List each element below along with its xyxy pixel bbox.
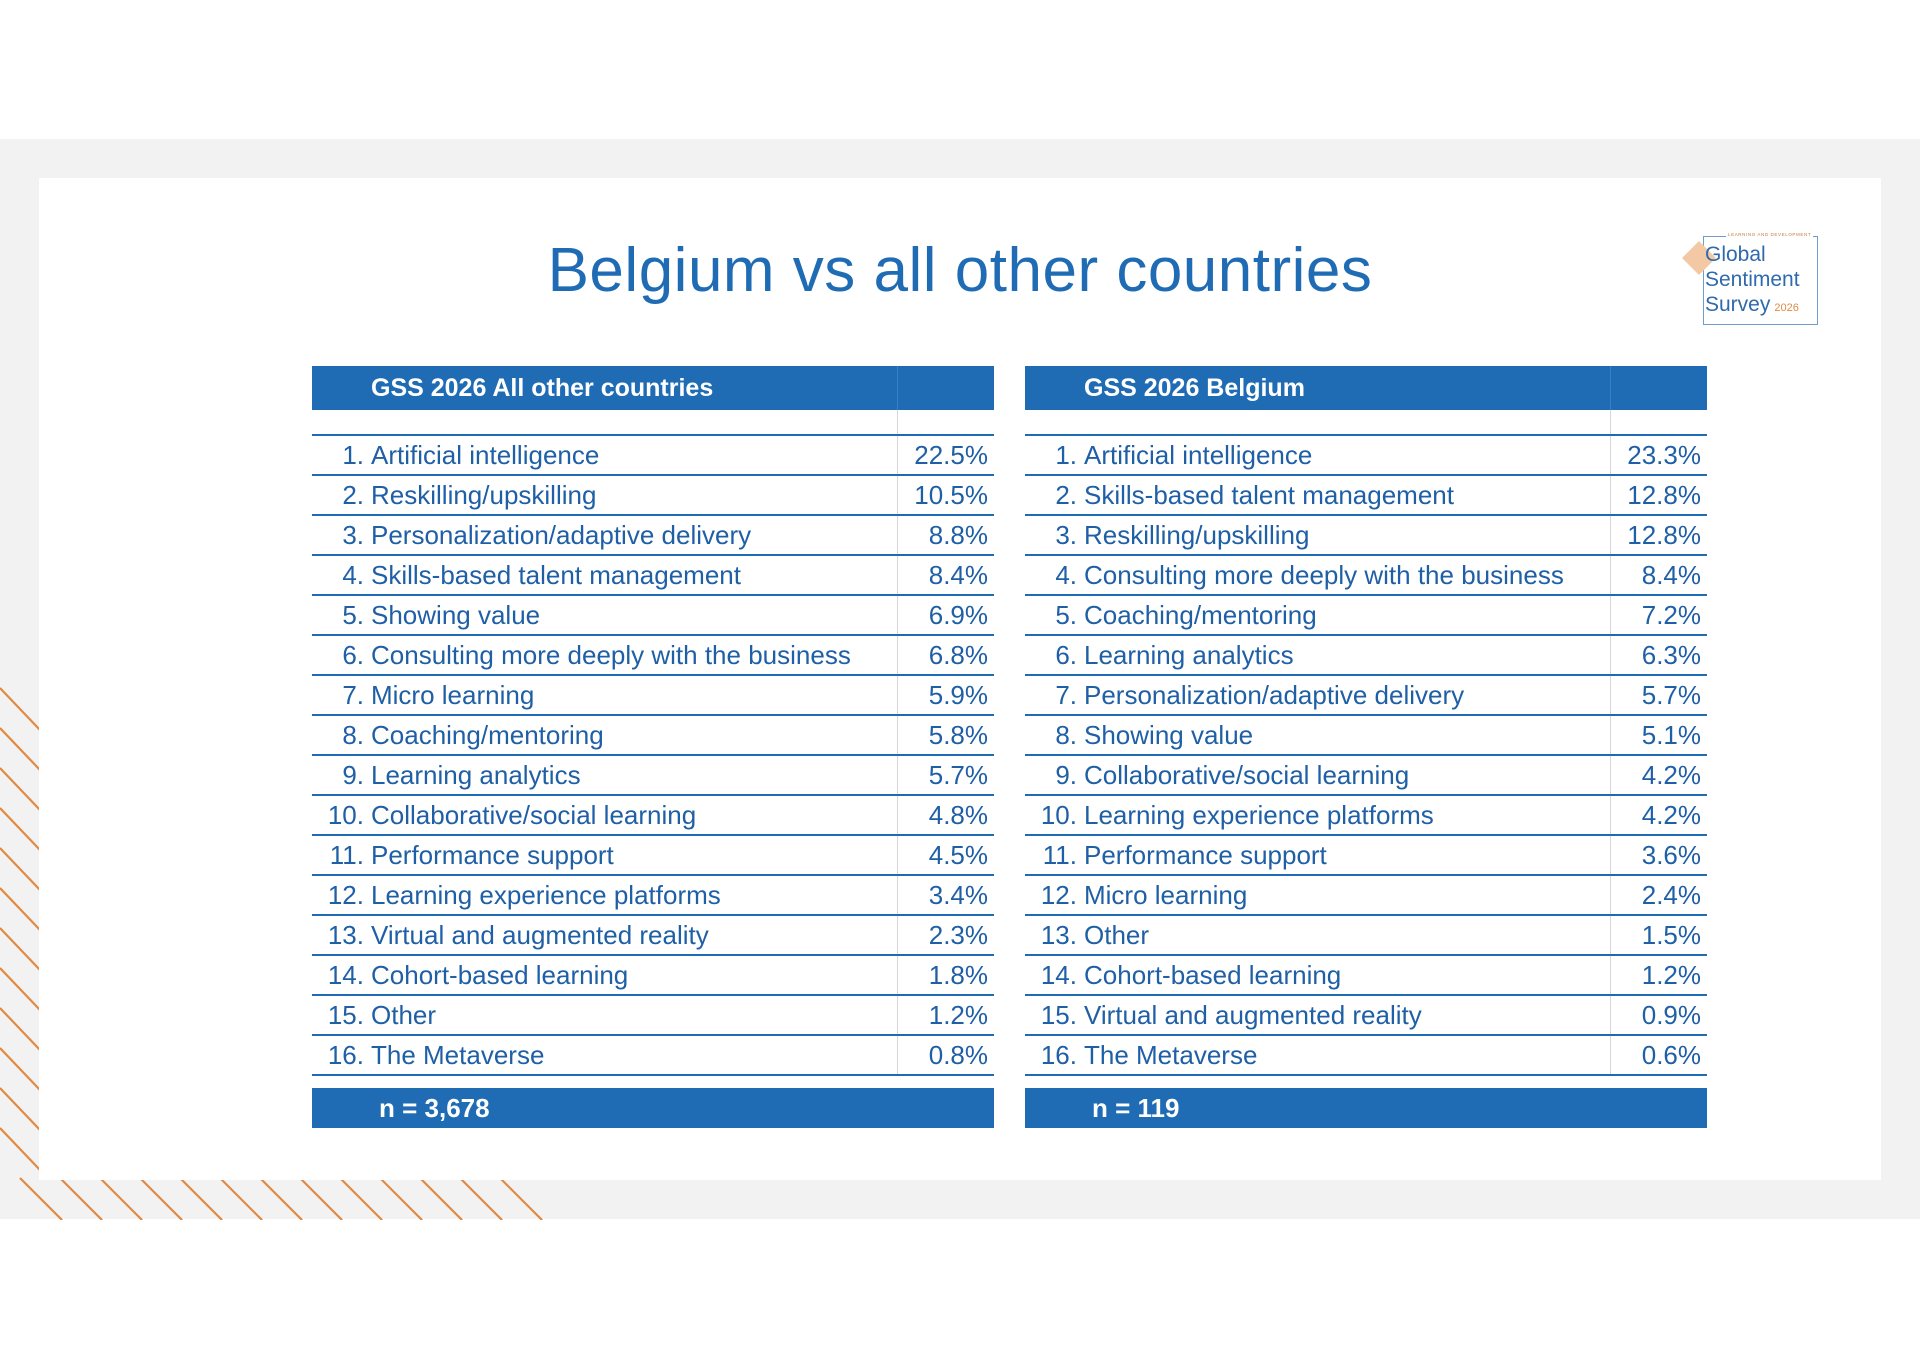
table-row: [312, 876, 994, 916]
table-row: [1025, 1036, 1707, 1076]
row-rank: 5.: [342, 600, 364, 630]
hatch-line: [220, 1178, 262, 1220]
hatch-line: [460, 1178, 502, 1220]
hatch-line: [0, 848, 40, 890]
row-rank: 10.: [327, 800, 364, 830]
row-rank: 1.: [1055, 440, 1077, 470]
row-rank: 13.: [1040, 920, 1077, 950]
column-divider: [1610, 716, 1611, 754]
row-label: Showing value: [1084, 720, 1254, 750]
page-title: Belgium vs all other countries: [547, 236, 1373, 305]
row-percent: 22.5%: [914, 440, 988, 470]
row-label: Micro learning: [371, 680, 535, 710]
row-percent: 7.2%: [1641, 600, 1701, 630]
row-label: Collaborative/social learning: [1084, 760, 1410, 790]
table-row: [1025, 556, 1707, 596]
column-divider: [897, 716, 898, 754]
row-percent: 6.9%: [928, 600, 988, 630]
row-label: Personalization/adaptive delivery: [371, 520, 752, 550]
row-rank: 3.: [342, 520, 364, 550]
table-row: [1025, 476, 1707, 516]
hatch-line: [340, 1178, 382, 1220]
row-label: Learning experience platforms: [371, 880, 721, 910]
table-row: [312, 716, 994, 756]
table-header-label: GSS 2026 All other countries: [371, 374, 714, 402]
logo-word-sentiment: Sentiment: [1705, 268, 1800, 291]
table-row: [312, 796, 994, 836]
row-rank: 4.: [1055, 560, 1077, 590]
hatch-line: [0, 768, 40, 810]
row-rank: 14.: [1040, 960, 1077, 990]
table-header: [1025, 366, 1707, 410]
table-footer-sample-size: n = 119: [1025, 1088, 1707, 1128]
row-label: Other: [371, 1000, 437, 1030]
table-row: [1025, 516, 1707, 556]
row-label: Consulting more deeply with the business: [371, 640, 851, 670]
table-row: [1025, 836, 1707, 876]
table-row: [1025, 676, 1707, 716]
table-row: [312, 476, 994, 516]
table-row: [312, 1036, 994, 1076]
hatch-line: [0, 1088, 40, 1130]
hatch-line: [180, 1178, 222, 1220]
column-divider: [1610, 366, 1611, 410]
row-percent: 5.8%: [928, 720, 988, 750]
hatch-line: [260, 1178, 302, 1220]
table-row: [312, 676, 994, 716]
row-percent: 0.8%: [928, 1040, 988, 1070]
column-divider: [1610, 996, 1611, 1034]
row-label: Skills-based talent management: [371, 560, 741, 590]
row-percent: 12.8%: [1627, 480, 1701, 510]
table-row: [1025, 596, 1707, 636]
column-divider: [897, 366, 898, 410]
row-label: Coaching/mentoring: [1084, 600, 1317, 630]
column-divider: [897, 996, 898, 1034]
row-label: Performance support: [1084, 840, 1327, 870]
table-row: [1025, 916, 1707, 956]
row-label: Reskilling/upskilling: [1084, 520, 1310, 550]
row-percent: 6.8%: [928, 640, 988, 670]
row-rank: 16.: [1040, 1040, 1077, 1070]
row-label: Personalization/adaptive delivery: [1084, 680, 1465, 710]
column-divider: [897, 516, 898, 554]
column-divider: [897, 836, 898, 874]
row-percent: 3.6%: [1641, 840, 1701, 870]
column-divider: [1610, 1036, 1611, 1074]
row-percent: 1.2%: [1641, 960, 1701, 990]
row-label: Learning analytics: [371, 760, 581, 790]
row-rank: 7.: [1055, 680, 1077, 710]
row-percent: 1.8%: [928, 960, 988, 990]
row-percent: 5.7%: [1641, 680, 1701, 710]
row-label: The Metaverse: [371, 1040, 545, 1070]
table-row: [312, 916, 994, 956]
row-label: Cohort-based learning: [371, 960, 629, 990]
table-row: [312, 436, 994, 476]
column-divider: [1610, 436, 1611, 474]
row-percent: 0.9%: [1641, 1000, 1701, 1030]
row-rank: 6.: [1055, 640, 1077, 670]
table-row: [312, 756, 994, 796]
row-label: Consulting more deeply with the business: [1084, 560, 1564, 590]
row-label: Other: [1084, 920, 1150, 950]
row-rank: 1.: [342, 440, 364, 470]
row-percent: 8.4%: [1641, 560, 1701, 590]
hatch-line: [0, 1008, 40, 1050]
row-percent: 4.2%: [1641, 760, 1701, 790]
row-percent: 8.4%: [928, 560, 988, 590]
row-percent: 4.2%: [1641, 800, 1701, 830]
table-row: [312, 516, 994, 556]
hatch-line: [100, 1178, 142, 1220]
table-row: [312, 996, 994, 1036]
row-rank: 10.: [1040, 800, 1077, 830]
row-rank: 15.: [1040, 1000, 1077, 1030]
row-percent: 5.9%: [928, 680, 988, 710]
column-divider: [897, 476, 898, 514]
column-divider: [897, 636, 898, 674]
hatch-line: [0, 928, 40, 970]
row-rank: 14.: [327, 960, 364, 990]
table-header: [312, 366, 994, 410]
hatch-line: [0, 968, 40, 1010]
row-label: The Metaverse: [1084, 1040, 1258, 1070]
hatch-line: [20, 1178, 62, 1220]
logo-word-survey: [1705, 294, 1799, 315]
column-divider: [897, 410, 898, 434]
row-rank: 13.: [327, 920, 364, 950]
row-rank: 9.: [1055, 760, 1077, 790]
row-label: Learning experience platforms: [1084, 800, 1434, 830]
row-label: Collaborative/social learning: [371, 800, 697, 830]
table-row: [1025, 436, 1707, 476]
table-footer-sample-size: n = 3,678: [312, 1088, 994, 1128]
row-rank: 12.: [1040, 880, 1077, 910]
column-divider: [1610, 676, 1611, 714]
logo-word-survey-text: Survey: [1705, 293, 1771, 316]
table-row: [312, 596, 994, 636]
hatch-line: [300, 1178, 342, 1220]
row-rank: 15.: [327, 1000, 364, 1030]
row-label: Skills-based talent management: [1084, 480, 1454, 510]
column-divider: [897, 436, 898, 474]
column-divider: [897, 756, 898, 794]
row-percent: 0.6%: [1641, 1040, 1701, 1070]
column-divider: [897, 916, 898, 954]
column-divider: [1610, 556, 1611, 594]
table-row: [312, 556, 994, 596]
row-percent: 23.3%: [1627, 440, 1701, 470]
row-label: Micro learning: [1084, 880, 1248, 910]
hatch-line: [60, 1178, 102, 1220]
table-all-other-countries: [312, 366, 994, 1128]
table-row: [312, 836, 994, 876]
column-divider: [1610, 410, 1611, 434]
hatch-line: [0, 728, 40, 770]
row-rank: 11.: [1042, 840, 1077, 870]
column-divider: [1610, 476, 1611, 514]
column-divider: [1610, 956, 1611, 994]
row-label: Artificial intelligence: [1084, 440, 1313, 470]
column-divider: [1610, 636, 1611, 674]
row-label: Artificial intelligence: [371, 440, 600, 470]
hatch-line: [380, 1178, 422, 1220]
hatch-line: [0, 808, 40, 850]
row-rank: 3.: [1055, 520, 1077, 550]
row-percent: 5.1%: [1641, 720, 1701, 750]
hatch-line: [0, 688, 40, 730]
row-rank: 2.: [342, 480, 364, 510]
row-percent: 2.4%: [1641, 880, 1701, 910]
column-divider: [897, 596, 898, 634]
row-percent: 1.2%: [928, 1000, 988, 1030]
row-percent: 3.4%: [928, 880, 988, 910]
row-rank: 5.: [1055, 600, 1077, 630]
row-label: Performance support: [371, 840, 614, 870]
hatch-line: [0, 1128, 40, 1170]
column-divider: [897, 1036, 898, 1074]
row-percent: 4.5%: [928, 840, 988, 870]
row-rank: 8.: [1055, 720, 1077, 750]
column-divider: [1610, 516, 1611, 554]
row-percent: 8.8%: [928, 520, 988, 550]
table-row: [1025, 716, 1707, 756]
logo-word-global: Global: [1705, 243, 1766, 266]
table-row: [1025, 756, 1707, 796]
row-rank: 2.: [1055, 480, 1077, 510]
column-divider: [1610, 756, 1611, 794]
row-percent: 4.8%: [928, 800, 988, 830]
row-percent: 6.3%: [1641, 640, 1701, 670]
column-divider: [1610, 596, 1611, 634]
row-rank: 9.: [342, 760, 364, 790]
table-row: [312, 956, 994, 996]
hatch-line: [500, 1178, 542, 1220]
column-divider: [1610, 916, 1611, 954]
column-divider: [897, 876, 898, 914]
hatch-line: [140, 1178, 182, 1220]
row-percent: 2.3%: [928, 920, 988, 950]
table-body: [312, 436, 994, 1076]
row-percent: 10.5%: [914, 480, 988, 510]
spacer-row: [312, 410, 994, 436]
column-divider: [1610, 876, 1611, 914]
row-rank: 4.: [342, 560, 364, 590]
table-row: [312, 636, 994, 676]
row-percent: 5.7%: [928, 760, 988, 790]
table-row: [1025, 636, 1707, 676]
row-rank: 6.: [342, 640, 364, 670]
column-divider: [897, 556, 898, 594]
column-divider: [1610, 836, 1611, 874]
table-body: [1025, 436, 1707, 1076]
hatch-line: [0, 888, 40, 930]
logo-tagline: LEARNING AND DEVELOPMENT: [1728, 232, 1812, 237]
row-rank: 16.: [327, 1040, 364, 1070]
row-rank: 8.: [342, 720, 364, 750]
spacer-row: [1025, 410, 1707, 436]
column-divider: [1610, 796, 1611, 834]
row-rank: 12.: [327, 880, 364, 910]
row-percent: 1.5%: [1641, 920, 1701, 950]
row-label: Virtual and augmented reality: [1084, 1000, 1422, 1030]
row-label: Reskilling/upskilling: [371, 480, 597, 510]
row-rank: 11.: [329, 840, 364, 870]
row-rank: 7.: [342, 680, 364, 710]
row-percent: 12.8%: [1627, 520, 1701, 550]
column-divider: [897, 796, 898, 834]
hatch-line: [0, 1048, 40, 1090]
table-belgium: [1025, 366, 1707, 1128]
gss-logo: [1682, 232, 1818, 326]
row-label: Cohort-based learning: [1084, 960, 1342, 990]
table-row: [1025, 956, 1707, 996]
row-label: Virtual and augmented reality: [371, 920, 709, 950]
table-row: [1025, 876, 1707, 916]
column-divider: [897, 956, 898, 994]
table-header-label: GSS 2026 Belgium: [1084, 374, 1305, 402]
logo-year: 2026: [1774, 302, 1799, 314]
column-divider: [897, 676, 898, 714]
hatch-line: [420, 1178, 462, 1220]
table-row: [1025, 996, 1707, 1036]
table-row: [1025, 796, 1707, 836]
row-label: Learning analytics: [1084, 640, 1294, 670]
row-label: Coaching/mentoring: [371, 720, 604, 750]
row-label: Showing value: [371, 600, 541, 630]
